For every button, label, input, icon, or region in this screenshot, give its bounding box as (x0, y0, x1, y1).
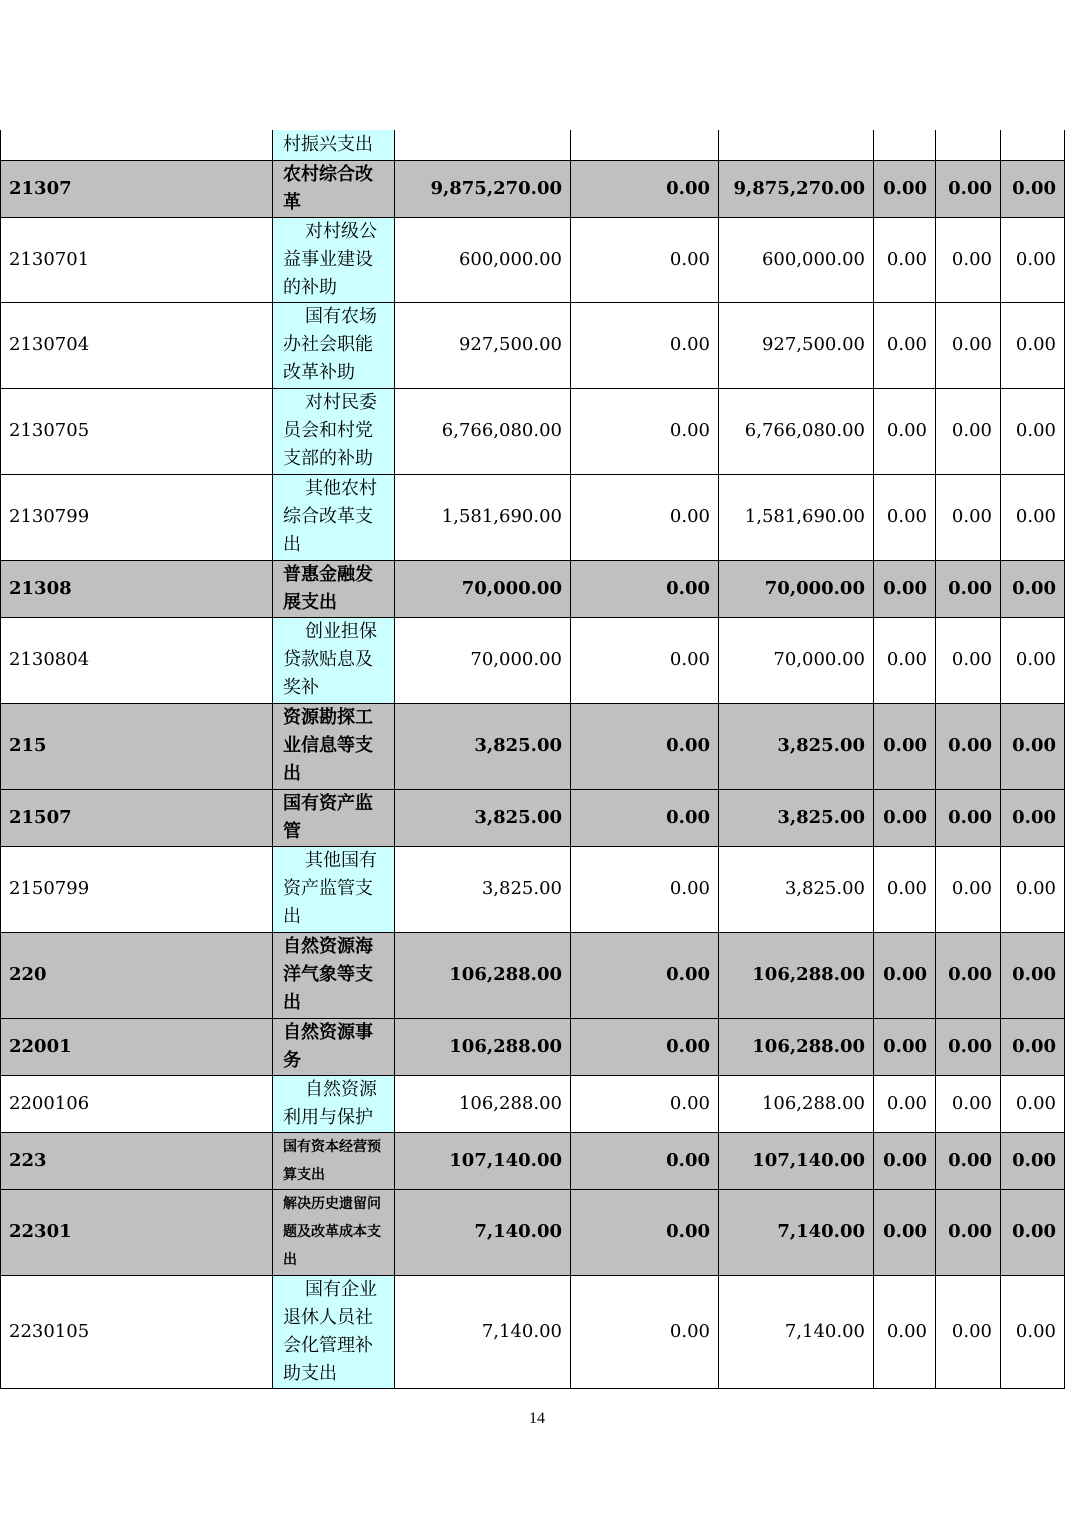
row-code: 22301 (1, 1189, 273, 1275)
page-number: 14 (529, 1410, 545, 1427)
row-col2: 0.00 (571, 846, 719, 932)
row-col5 (936, 130, 1001, 160)
row-col3: 70,000.00 (719, 560, 874, 617)
row-col3: 106,288.00 (719, 1075, 874, 1132)
document-page (0, 130, 1064, 1389)
row-name: 自然资源利用与保护 (273, 1075, 395, 1132)
row-col6: 0.00 (1001, 703, 1065, 789)
row-code: 2130804 (1, 617, 273, 703)
row-col6: 0.00 (1001, 846, 1065, 932)
row-code: 2150799 (1, 846, 273, 932)
row-name: 创业担保贷款贴息及奖补 (273, 617, 395, 703)
row-col4: 0.00 (874, 560, 936, 617)
row-col5: 0.00 (936, 1075, 1001, 1132)
row-total: 600,000.00 (395, 217, 571, 302)
row-total: 9,875,270.00 (395, 160, 571, 217)
row-col3: 1,581,690.00 (719, 474, 874, 560)
row-col2: 0.00 (571, 560, 719, 617)
row-col4: 0.00 (874, 703, 936, 789)
row-col5: 0.00 (936, 302, 1001, 388)
row-code: 223 (1, 1132, 273, 1189)
row-name: 自然资源海洋气象等支出 (273, 932, 395, 1018)
table-row (1, 160, 1065, 217)
row-col2: 0.00 (571, 703, 719, 789)
row-col6: 0.00 (1001, 388, 1065, 474)
row-col3: 106,288.00 (719, 932, 874, 1018)
row-col6: 0.00 (1001, 474, 1065, 560)
row-col2: 0.00 (571, 1075, 719, 1132)
row-name: 普惠金融发展支出 (273, 560, 395, 617)
row-total: 3,825.00 (395, 703, 571, 789)
row-col2: 0.00 (571, 217, 719, 302)
row-code: 22001 (1, 1018, 273, 1075)
row-code: 215 (1, 703, 273, 789)
row-col5: 0.00 (936, 932, 1001, 1018)
row-col5: 0.00 (936, 789, 1001, 846)
budget-table (0, 130, 1065, 1389)
row-col4: 0.00 (874, 474, 936, 560)
row-code: 2130701 (1, 217, 273, 302)
row-total: 1,581,690.00 (395, 474, 571, 560)
table-row (1, 789, 1065, 846)
row-name: 其他国有资产监管支出 (273, 846, 395, 932)
row-code: 2200106 (1, 1075, 273, 1132)
row-col2: 0.00 (571, 1189, 719, 1275)
row-col3: 106,288.00 (719, 1018, 874, 1075)
row-col5: 0.00 (936, 474, 1001, 560)
row-total: 7,140.00 (395, 1275, 571, 1388)
row-code: 2130799 (1, 474, 273, 560)
table-body (1, 130, 1065, 1388)
row-total: 106,288.00 (395, 932, 571, 1018)
table-row (1, 1018, 1065, 1075)
row-col3: 9,875,270.00 (719, 160, 874, 217)
row-name: 资源勘探工业信息等支出 (273, 703, 395, 789)
table-row (1, 388, 1065, 474)
row-col3: 7,140.00 (719, 1275, 874, 1388)
row-name: 自然资源事务 (273, 1018, 395, 1075)
row-code: 2130705 (1, 388, 273, 474)
row-col6: 0.00 (1001, 560, 1065, 617)
row-col2: 0.00 (571, 474, 719, 560)
row-col3 (719, 130, 874, 160)
row-col5: 0.00 (936, 1018, 1001, 1075)
row-col2: 0.00 (571, 789, 719, 846)
row-col6: 0.00 (1001, 1275, 1065, 1388)
table-row (1, 1075, 1065, 1132)
row-col2: 0.00 (571, 1275, 719, 1388)
row-col4: 0.00 (874, 846, 936, 932)
row-col4: 0.00 (874, 160, 936, 217)
row-total: 927,500.00 (395, 302, 571, 388)
row-col5: 0.00 (936, 217, 1001, 302)
row-name: 村振兴支出 (273, 130, 395, 160)
row-name: 对村级公益事业建设的补助 (273, 217, 395, 302)
row-code: 2230105 (1, 1275, 273, 1388)
row-col4: 0.00 (874, 1132, 936, 1189)
row-col2: 0.00 (571, 388, 719, 474)
row-col4 (874, 130, 936, 160)
row-col6: 0.00 (1001, 217, 1065, 302)
row-name: 其他农村综合改革支出 (273, 474, 395, 560)
row-col6: 0.00 (1001, 160, 1065, 217)
row-col2: 0.00 (571, 1018, 719, 1075)
row-col4: 0.00 (874, 1275, 936, 1388)
row-total (395, 130, 571, 160)
table-row (1, 1189, 1065, 1275)
row-col5: 0.00 (936, 1189, 1001, 1275)
row-col4: 0.00 (874, 1189, 936, 1275)
row-col4: 0.00 (874, 617, 936, 703)
row-col4: 0.00 (874, 302, 936, 388)
table-row (1, 560, 1065, 617)
row-total: 106,288.00 (395, 1075, 571, 1132)
row-col5: 0.00 (936, 1275, 1001, 1388)
row-col2: 0.00 (571, 617, 719, 703)
row-col3: 3,825.00 (719, 846, 874, 932)
row-col2 (571, 130, 719, 160)
row-col5: 0.00 (936, 560, 1001, 617)
row-total: 3,825.00 (395, 789, 571, 846)
row-col6: 0.00 (1001, 1132, 1065, 1189)
row-code: 21307 (1, 160, 273, 217)
row-total: 7,140.00 (395, 1189, 571, 1275)
row-col5: 0.00 (936, 703, 1001, 789)
row-col2: 0.00 (571, 932, 719, 1018)
row-col3: 7,140.00 (719, 1189, 874, 1275)
row-name: 对村民委员会和村党支部的补助 (273, 388, 395, 474)
row-col3: 3,825.00 (719, 703, 874, 789)
row-col2: 0.00 (571, 160, 719, 217)
row-col3: 70,000.00 (719, 617, 874, 703)
table-row (1, 302, 1065, 388)
row-total: 106,288.00 (395, 1018, 571, 1075)
row-col2: 0.00 (571, 1132, 719, 1189)
table-row (1, 1275, 1065, 1388)
table-row (1, 932, 1065, 1018)
row-total: 70,000.00 (395, 617, 571, 703)
row-col5: 0.00 (936, 617, 1001, 703)
row-col3: 600,000.00 (719, 217, 874, 302)
row-col3: 6,766,080.00 (719, 388, 874, 474)
row-col3: 107,140.00 (719, 1132, 874, 1189)
row-name: 国有资本经营预算支出 (273, 1132, 395, 1189)
row-name: 国有资产监管 (273, 789, 395, 846)
row-col5: 0.00 (936, 160, 1001, 217)
row-code: 21507 (1, 789, 273, 846)
row-col4: 0.00 (874, 1018, 936, 1075)
row-col6: 0.00 (1001, 932, 1065, 1018)
row-col6: 0.00 (1001, 1189, 1065, 1275)
row-col5: 0.00 (936, 846, 1001, 932)
row-col4: 0.00 (874, 932, 936, 1018)
row-col6: 0.00 (1001, 789, 1065, 846)
table-row (1, 1132, 1065, 1189)
row-col6: 0.00 (1001, 302, 1065, 388)
table-row (1, 217, 1065, 302)
row-col6 (1001, 130, 1065, 160)
row-code: 21308 (1, 560, 273, 617)
table-row (1, 474, 1065, 560)
row-col3: 927,500.00 (719, 302, 874, 388)
table-row (1, 130, 1065, 160)
row-col2: 0.00 (571, 302, 719, 388)
row-name: 国有企业退休人员社会化管理补助支出 (273, 1275, 395, 1388)
row-total: 6,766,080.00 (395, 388, 571, 474)
table-row (1, 846, 1065, 932)
row-col6: 0.00 (1001, 1018, 1065, 1075)
row-code: 220 (1, 932, 273, 1018)
row-col6: 0.00 (1001, 1075, 1065, 1132)
table-row (1, 703, 1065, 789)
row-total: 3,825.00 (395, 846, 571, 932)
row-total: 107,140.00 (395, 1132, 571, 1189)
row-code (1, 130, 273, 160)
row-col4: 0.00 (874, 1075, 936, 1132)
row-col6: 0.00 (1001, 617, 1065, 703)
table-row (1, 617, 1065, 703)
row-code: 2130704 (1, 302, 273, 388)
row-name: 解决历史遗留问题及改革成本支出 (273, 1189, 395, 1275)
row-total: 70,000.00 (395, 560, 571, 617)
row-col5: 0.00 (936, 388, 1001, 474)
row-col4: 0.00 (874, 217, 936, 302)
row-name: 国有农场办社会职能改革补助 (273, 302, 395, 388)
row-col3: 3,825.00 (719, 789, 874, 846)
row-col4: 0.00 (874, 789, 936, 846)
row-col4: 0.00 (874, 388, 936, 474)
row-name: 农村综合改革 (273, 160, 395, 217)
row-col5: 0.00 (936, 1132, 1001, 1189)
